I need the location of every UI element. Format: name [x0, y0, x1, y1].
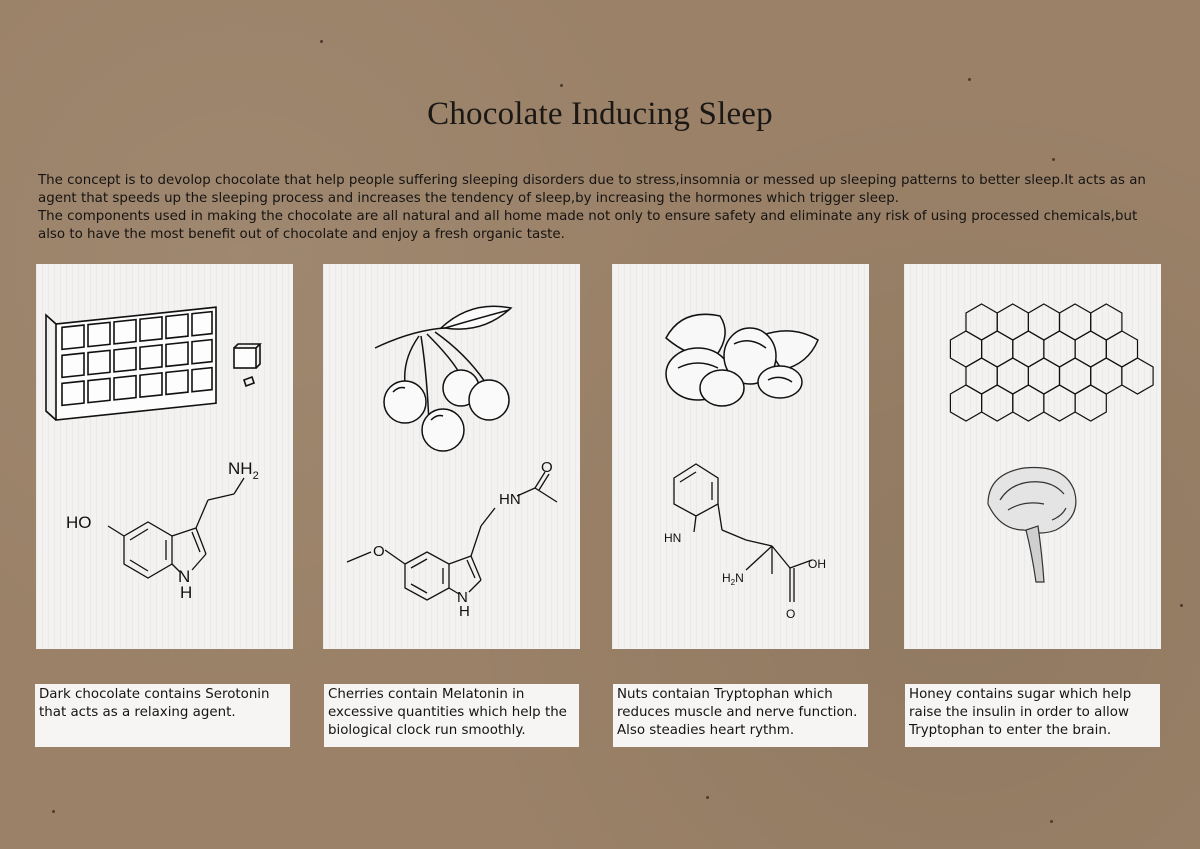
- h-label: H: [180, 583, 193, 602]
- oh-label: OH: [808, 557, 826, 571]
- o-label: O: [541, 459, 553, 476]
- caption-chocolate: Dark chocolate contains Serotonin that acts as a relaxing agent.: [35, 684, 290, 747]
- h2n-label: $H_2N$: [722, 571, 744, 587]
- page-title: Chocolate Inducing Sleep: [427, 96, 773, 132]
- paper-speck: [52, 810, 55, 813]
- paper-speck: [1180, 604, 1183, 607]
- card-chocolate: [36, 264, 293, 649]
- paper-speck: [968, 78, 971, 81]
- paper-speck: [1052, 158, 1055, 161]
- brain-icon: [904, 264, 1161, 649]
- n-label: N: [178, 567, 191, 586]
- card-honey: [904, 264, 1161, 649]
- serotonin-structure: [36, 264, 293, 649]
- melatonin-structure: [323, 264, 580, 649]
- n-label: N: [457, 589, 468, 606]
- hn-label: HN: [499, 491, 521, 508]
- methoxy-o-label: O: [373, 543, 385, 560]
- caption-nuts: Nuts contaian Tryptophan which reduces muscle and nerve function. Also steadies heart rythm.: [613, 684, 868, 747]
- card-nuts: [612, 264, 869, 649]
- tryptophan-structure: [612, 264, 869, 649]
- paper-speck: [320, 40, 323, 43]
- nh2-label: $NH_2$: [228, 459, 259, 482]
- paper-speck: [1050, 820, 1053, 823]
- paper-speck: [560, 84, 563, 87]
- paper-speck: [706, 796, 709, 799]
- caption-cherries: Cherries contain Melatonin in excessive quantities which help the biological clock run smoothly.: [324, 684, 579, 747]
- intro-paragraph-2: The components used in making the chocolate are all natural and all home made not only to ensure safety and eliminate any risk of using processed chemicals,but also to have the most benefit out of chocolate and enjoy a fresh organic taste.: [38, 209, 1138, 242]
- h-label: H: [459, 603, 470, 620]
- intro-text: [38, 172, 1168, 244]
- card-cherries: [323, 264, 580, 649]
- o-label: O: [786, 607, 796, 621]
- ho-label: HO: [66, 513, 92, 532]
- intro-paragraph-1: The concept is to devolop chocolate that help people suffering sleeping disorders due to stress,insomnia or messed up sleeping patterns to better sleep.It acts as an agent that speeds up the sleeping process and increases the tendency of sleep,by increasing the hormones which trigger sleep.: [38, 173, 1146, 206]
- caption-honey: Honey contains sugar which help raise the insulin in order to allow Tryptophan to enter the brain.: [905, 684, 1160, 747]
- hn-label: HN: [664, 531, 682, 545]
